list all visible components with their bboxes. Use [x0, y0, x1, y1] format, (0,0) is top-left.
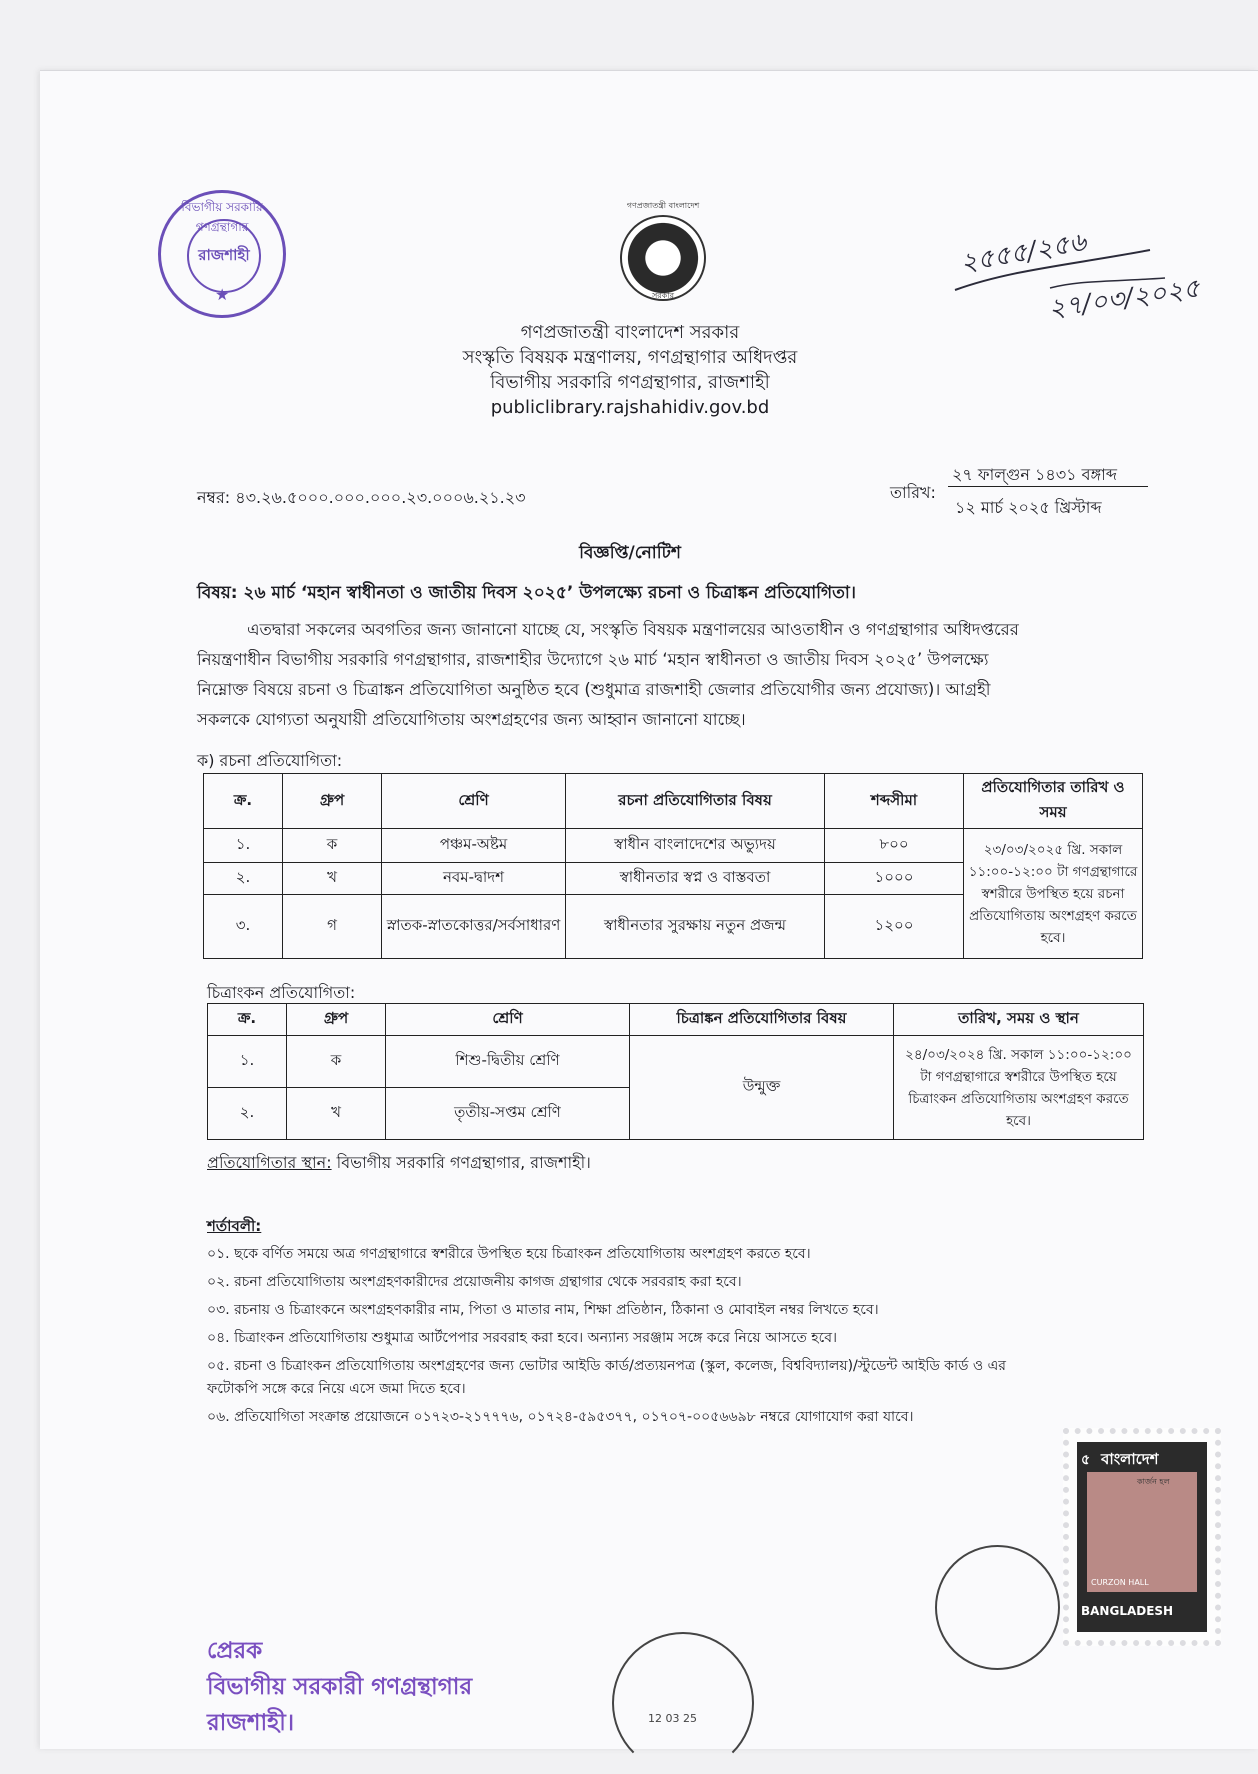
- col-header: শ্রেণি: [386, 1004, 630, 1036]
- postmark-circle: [935, 1545, 1060, 1670]
- stamp-picture: [1077, 1442, 1207, 1632]
- cell: ৩.: [204, 895, 283, 959]
- handwriting-scribble: [950, 230, 1180, 310]
- drawing-heading: চিত্রাংকন প্রতিযোগিতা:: [207, 983, 356, 1002]
- col-header: তারিখ, সময় ও স্থান: [894, 1004, 1144, 1036]
- cell: স্বাধীন বাংলাদেশের অভ্যুদয়: [566, 829, 825, 863]
- col-header: রচনা প্রতিযোগিতার বিষয়: [566, 774, 825, 829]
- body-line: সকলকে যোগ্যতা অনুযায়ী প্রতিযোগিতায় অংশগ্রহণের জন্য আহ্বান জানানো যাচ্ছে।: [197, 710, 746, 729]
- condition-item: ফটোকপি সঙ্গে করে নিয়ে এসে জমা দিতে হবে।: [207, 1381, 466, 1397]
- cell: গ: [283, 895, 382, 959]
- table-header-row: [208, 1004, 1144, 1036]
- postage-stamp: [1063, 1428, 1221, 1646]
- col-header: গ্রুপ: [283, 774, 382, 829]
- cell: তৃতীয়-সপ্তম শ্রেণি: [386, 1088, 630, 1140]
- conditions-list: [207, 1243, 1157, 1429]
- handwritten-date: ২৭/০৩/২০২৫: [1046, 273, 1202, 325]
- letterhead-website: publiclibrary.rajshahidiv.gov.bd: [490, 397, 770, 418]
- cell: ক: [283, 829, 382, 863]
- col-header: প্রতিযোগিতার তারিখ ও সময়: [964, 774, 1143, 829]
- memo-number: নম্বর: ৪৩.২৬.৫০০০.০০০.০০০.২৩.০০০৬.২১.২৩: [197, 488, 526, 507]
- condition-item: ০২. রচনা প্রতিযোগিতায় অংশগ্রহণকারীদের প্রয়োজনীয় কাগজ গ্রন্থাগার থেকে সরবরাহ করা হবে।: [207, 1274, 742, 1290]
- date-label: তারিখ:: [890, 483, 936, 502]
- sender-label: প্রেরক: [207, 1638, 263, 1664]
- table-row: [204, 829, 1143, 863]
- letterhead-ministry: সংস্কৃতি বিষয়ক মন্ত্রণালয়, গণগ্রন্থাগার অধিদপ্তর: [462, 347, 798, 368]
- drawing-table: [207, 1003, 1144, 1140]
- letterhead-office: বিভাগীয় সরকারি গণগ্রন্থাগার, রাজশাহী: [490, 372, 770, 393]
- drawing-schedule-cell: ২৪/০৩/২০২৪ খ্রি. সকাল ১১:০০-১২:০০ টা গণগ্রন্থাগারে স্বশরীরে উপস্থিত হয়ে চিত্রাংকন প্রতিযোগিতায় অংশগ্রহণ করতে হবে।: [894, 1036, 1144, 1140]
- stamp-country-en: BANGLADESH: [1081, 1604, 1174, 1618]
- drawing-topic-cell: উন্মুক্ত: [630, 1036, 894, 1140]
- cell: ১০০০: [825, 863, 964, 895]
- postmark-date: 12 03 25: [648, 1712, 697, 1725]
- body-line: নিম্নোক্ত বিষয়ে রচনা ও চিত্রাঙ্কন প্রতিযোগিতা অনুষ্ঠিত হবে (শুধুমাত্র রাজশাহী জেলার প্রতিযোগীর জন্য প্রযোজ্য)। আগ্রহী: [197, 680, 991, 699]
- sender-office: বিভাগীয় সরকারী গণগ্রন্থাগার: [207, 1674, 473, 1700]
- cell: ২.: [208, 1088, 287, 1140]
- essay-schedule-cell: ২৩/০৩/২০২৫ খ্রি. সকাল ১১:০০-১২:০০ টা গণগ্রন্থাগারে স্বশরীরে উপস্থিত হয়ে রচনা প্রতিযোগিতায় অংশগ্রহণ করতে হবে।: [964, 829, 1143, 959]
- letterhead-government: গণপ্রজাতন্ত্রী বাংলাদেশ সরকার: [520, 322, 740, 343]
- col-header: গ্রুপ: [287, 1004, 386, 1036]
- letterhead: [380, 320, 880, 420]
- date-bangla: ২৭ ফাল্গুন ১৪৩১ বঙ্গাব্দ: [952, 465, 1118, 484]
- date-english: ১২ মার্চ ২০২৫ খ্রিস্টাব্দ: [955, 498, 1102, 517]
- office-seal: [158, 190, 286, 318]
- col-header: ক্র.: [208, 1004, 287, 1036]
- postmark-circle: [612, 1632, 754, 1774]
- conditions-heading: শর্তাবলী:: [207, 1217, 262, 1235]
- stamp-building-bn: কার্জন হল: [1137, 1477, 1170, 1486]
- col-header: চিত্রাঙ্কন প্রতিযোগিতার বিষয়: [630, 1004, 894, 1036]
- cell: ১২০০: [825, 895, 964, 959]
- cell: ১.: [204, 829, 283, 863]
- seal-center-text: রাজশাহী: [187, 219, 261, 293]
- body-line: এতদ্বারা সকলের অবগতির জন্য জানানো যাচ্ছে যে, সংস্কৃতি বিষয়ক মন্ত্রণালয়ের আওতাধীন ও গণগ্রন্থাগার অধিদপ্তরের: [247, 620, 1019, 639]
- seal-ring-text: বিভাগীয় সরকারি গণগ্রন্থাগার: [181, 200, 263, 234]
- government-emblem: [620, 215, 706, 301]
- venue-label: প্রতিযোগিতার স্থান:: [207, 1153, 332, 1172]
- cell: পঞ্চম-অষ্টম: [382, 829, 566, 863]
- stamp-building: CURZON HALL: [1091, 1578, 1149, 1587]
- cell: নবম-দ্বাদশ: [382, 863, 566, 895]
- venue: [207, 1150, 591, 1177]
- condition-item: ০৫. রচনা ও চিত্রাংকন প্রতিযোগিতায় অংশগ্রহণের জন্য ভোটার আইডি কার্ড/প্রত্যয়নপত্র (স্কুল, কলেজ, বিশ্ববিদ্যালয়)/স্টুডেন্ট আইডি কার্ড ও এর: [207, 1358, 1006, 1374]
- cell: শিশু-দ্বিতীয় শ্রেণি: [386, 1036, 630, 1088]
- cell: ৮০০: [825, 829, 964, 863]
- cell: স্নাতক-স্নাতকোত্তর/সর্বসাধারণ: [382, 895, 566, 959]
- condition-item: ০৪. চিত্রাংকন প্রতিযোগিতায় শুধুমাত্র আর্টপেপার সরবরাহ করা হবে। অন্যান্য সরঞ্জাম সঙ্গে করে নিয়ে আসতে হবে।: [207, 1330, 838, 1346]
- notice-body: [197, 615, 1147, 735]
- essay-table: [203, 773, 1143, 959]
- cell: স্বাধীনতার স্বপ্ন ও বাস্তবতা: [566, 863, 825, 895]
- stamp-value: ৫: [1081, 1452, 1091, 1468]
- condition-item: ০৬. প্রতিযোগিতা সংক্রান্ত প্রয়োজনে ০১৭২৩-২১৭৭৭৬, ০১৭২৪-৫৯৫৩৭৭, ০১৭০৭-০০৫৬৬৯৮ নম্বরে যোগাযোগ করা যাবে।: [207, 1409, 914, 1425]
- emblem-ring-text: গণপ্রজাতন্ত্রী বাংলাদেশ: [626, 201, 700, 210]
- notice-title: বিজ্ঞপ্তি/নোটিশ: [579, 543, 681, 563]
- star-icon: ★: [215, 285, 230, 304]
- cell: ক: [287, 1036, 386, 1088]
- table-row: [208, 1036, 1144, 1088]
- notice-subject: বিষয়: ২৬ মার্চ ‘মহান স্বাধীনতা ও জাতীয় দিবস ২০২৫’ উপলক্ষ্যে রচনা ও চিত্রাঙ্কন প্রতিযোগিতা।: [197, 583, 856, 603]
- table-header-row: [204, 774, 1143, 829]
- col-header: শব্দসীমা: [825, 774, 964, 829]
- essay-heading: ক) রচনা প্রতিযোগিতা:: [197, 751, 343, 770]
- cell: খ: [283, 863, 382, 895]
- venue-value: বিভাগীয় সরকারি গণগ্রন্থাগার, রাজশাহী।: [331, 1153, 591, 1172]
- condition-item: ০৩. রচনায় ও চিত্রাংকনে অংশগ্রহণকারীর নাম, পিতা ও মাতার নাম, শিক্ষা প্রতিষ্ঠান, ঠিকানা ও মোবাইল নম্বর লিখতে হবে।: [207, 1302, 879, 1318]
- condition-item: ০১. ছকে বর্ণিত সময়ে অত্র গণগ্রন্থাগারে স্বশরীরে উপস্থিত হয়ে চিত্রাংকন প্রতিযোগিতায় অংশগ্রহণ করতে হবে।: [207, 1246, 811, 1262]
- col-header: শ্রেণি: [382, 774, 566, 829]
- stamp-country-bn: বাংলাদেশ: [1101, 1450, 1159, 1468]
- sender-city: রাজশাহী।: [207, 1710, 295, 1736]
- emblem-bottom-text: সরকার: [651, 291, 674, 300]
- body-line: নিয়ন্ত্রণাধীন বিভাগীয় সরকারি গণগ্রন্থাগার, রাজশাহীর উদ্যোগে ২৬ মার্চ ‘মহান স্বাধীনতা ও জাতীয় দিবস ২০২৫’ উপলক্ষ্যে: [197, 650, 989, 669]
- cell: খ: [287, 1088, 386, 1140]
- cell: ২.: [204, 863, 283, 895]
- col-header: ক্র.: [204, 774, 283, 829]
- cell: ১.: [208, 1036, 287, 1088]
- stamp-building-image: [1087, 1472, 1197, 1592]
- handwritten-number: ২৫৫৫/২৫৬: [958, 227, 1089, 279]
- date-divider: [948, 486, 1148, 487]
- cell: স্বাধীনতার সুরক্ষায় নতুন প্রজন্ম: [566, 895, 825, 959]
